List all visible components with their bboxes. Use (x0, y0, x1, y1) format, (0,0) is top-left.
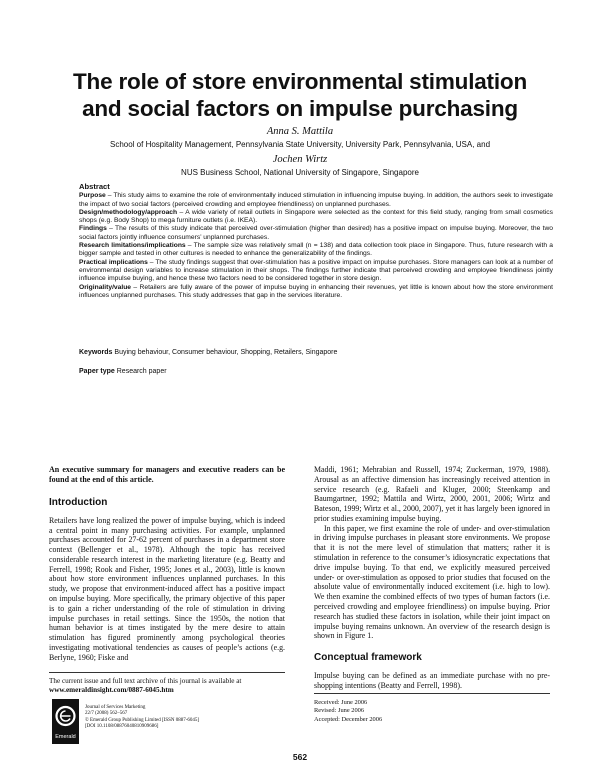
purpose-label: Purpose (79, 192, 106, 200)
abstract-originality (79, 284, 553, 301)
affiliation-2: NUS Business School, National University of Singapore, Singapore (181, 168, 419, 177)
abstract-purpose (79, 192, 553, 209)
accepted-date: Accepted: December 2006 (314, 715, 383, 723)
introduction-heading: Introduction (49, 497, 108, 508)
abstract-heading: Abstract (79, 182, 110, 191)
paper-title (30, 68, 570, 122)
journal-volume: 22/7 (2008) 562–567 (85, 711, 128, 717)
limitations-label: Research limitations/implications (79, 242, 186, 250)
journal-info (85, 705, 295, 731)
footnote-divider (49, 672, 285, 673)
archive-url[interactable]: www.emeraldinsight.com/0887-6045.htm (49, 686, 174, 694)
page-number: 562 (292, 752, 308, 762)
originality-text: – Retailers are fully aware of the power of impulse buying in enhancing their revenues, yet little is known about how the store environment influences unplanned purchases. This study addresses that gap in the services literature. (79, 283, 553, 299)
dates-divider (314, 693, 550, 694)
design-text: – A wide variety of retail outlets in Singapore were selected as the context for this field study, ranging from small cosmetics shops (e.g. Body Shop) to mega furniture outlets (i.e. IKEA). (79, 208, 553, 225)
author-2: Jochen Wirtz (272, 154, 328, 165)
introduction-paragraph: Retailers have long realized the power of impulse buying, which is indeed a central point in many purchasing activities. For example, unplanned purchases accounted for 27-62 percent of purchases in a department store context (Bellenger et al., 1978). Although the topic has received considerable research interest in the marketing literature (e.g. Beatty and Ferrell, 1998; Rook and Fisher, 1995; Jones et al., 2003), little is known about how store environment influences unplanned purchases. In this study, we propose that environment-induced affect has a positive impact on impulse buying. More specifically, the primary objective of this paper is to gain a richer understanding of the role of stimulation in driving impulse purchases in retail settings. Since the 1950s, the notion that human behavior is at times instigated by the mere desire to attain stimulation has figured prominently among psychological theories investigating motivational tendencies as causes of people’s actions (e.g. Berlyne, 1960; Fiske and (49, 515, 285, 662)
practical-label: Practical implications (79, 258, 148, 266)
title-line-1: The role of store environmental stimulation (73, 69, 527, 94)
journal-doi: [DOI 10.1108/08876040810909686] (85, 724, 159, 730)
conceptual-framework-heading: Conceptual framework (314, 652, 422, 664)
paper-type (79, 367, 553, 376)
paper-type-text: Research paper (114, 368, 167, 375)
title-line-2: and social factors on impulse purchasing (82, 96, 518, 121)
archive-text: The current issue and full text archive of this journal is available at (49, 677, 242, 685)
revised-date: Revised: June 2006 (314, 707, 365, 715)
keywords-text: Buying behaviour, Consumer behaviour, Shopping, Retailers, Singapore (112, 349, 338, 356)
column-right (314, 465, 550, 690)
purpose-text: – This study aims to examine the role of environmentally induced stimulation in influencing impulse buying. In addition, the authors seek to investigate the impact of two social factors (perceived crowding and employee friendliness) on unplanned purchases. (79, 192, 553, 208)
practical-text: – The study findings suggest that over-stimulation has a positive impact on impulse purchases. Store managers can look at a number of environmental design variables to increase stimulation in their shops. The findings further indicate that perceived crowding and employee friendliness jointly influence impulse buying, and hence these two factors need to be considered together in store design. (79, 258, 554, 283)
right-paragraph-1: Maddi, 1961; Mehrabian and Russell, 1974; Zuckerman, 1979, 1988). Arousal as an affective dimension has increasingly received attention in service research (e.g. Rafaeli and Kluger, 2000; Steenkamp and Baumgartner, 1992; Mattila and Wirtz, 2000, 2001, 2006; Wirtz and Bateson, 1999; Wirtz et al., 2000, 2007), yet it has largely been ignored in prior studies examining impulse buying. (314, 465, 550, 523)
author-1: Anna S. Mattila (266, 126, 334, 137)
affiliation-1: School of Hospitality Management, Pennsylvania State University, University Park, Pennsylvania, USA, and (109, 140, 491, 149)
abstract-limitations (79, 242, 553, 259)
emerald-logo (52, 699, 79, 744)
originality-label: Originality/value (79, 283, 132, 291)
executive-summary-note: An executive summary for managers and executive readers can be found at the end of this article. (49, 465, 285, 484)
journal-copyright: © Emerald Group Publishing Limited [ISSN 0887-6045] (85, 717, 200, 723)
abstract (79, 183, 553, 300)
design-label: Design/methodology/approach (79, 208, 178, 216)
logo-wordmark: Emerald (55, 734, 76, 740)
journal-archive-note (49, 677, 285, 695)
abstract-design (79, 209, 553, 226)
right-paragraph-2: In this paper, we first examine the role of under- and over-stimulation in driving impulse purchases in pleasant store environments. We propose that it is not the mere level of stimulation that matters; rather it is stimulation in reference to the consumer’s idiosyncratic expectations that drive impulse buying. To that end, we explicitly measured perceived under- or over-stimulation as opposed to prior studies that focused on the absolute value of environmentally induced excitement (i.e. high to low). We then examine the combined effects of two types of human factors (i.e. perceived crowding and employee friendliness) on impulse buying. Prior research has studied these factors in isolation, while their joint impact on impulse buying remains unknown. An overview of the research design is shown in Figure 1. (314, 523, 550, 641)
limitations-text: – The sample size was relatively small (n = 138) and data collection took place in Singapore. Thus, future research with a bigger sample and tested in other cultures is needed to enhance the generalizability of the findings. (79, 242, 553, 258)
column-left (49, 465, 285, 663)
submission-dates (314, 699, 550, 724)
findings-label: Findings (79, 225, 107, 233)
keywords (79, 348, 553, 357)
findings-text: – The results of this study indicate that perceived over-stimulation (higher than desired) has a positive impact on impulse buying. Moreover, the two social factors jointly influence consumers’ unplanned purchases. (79, 225, 553, 241)
received-date: Received: June 2006 (314, 699, 368, 706)
keywords-label: Keywords (79, 349, 113, 356)
paper-type-label: Paper type (79, 368, 115, 375)
abstract-practical (79, 259, 553, 284)
abstract-findings (79, 225, 553, 242)
journal-name: Journal of Services Marketing (85, 705, 146, 710)
conceptual-paragraph: Impulse buying can be defined as an immediate purchase with no pre-shopping intentions (Beatty and Ferrell, 1998). (314, 670, 550, 690)
